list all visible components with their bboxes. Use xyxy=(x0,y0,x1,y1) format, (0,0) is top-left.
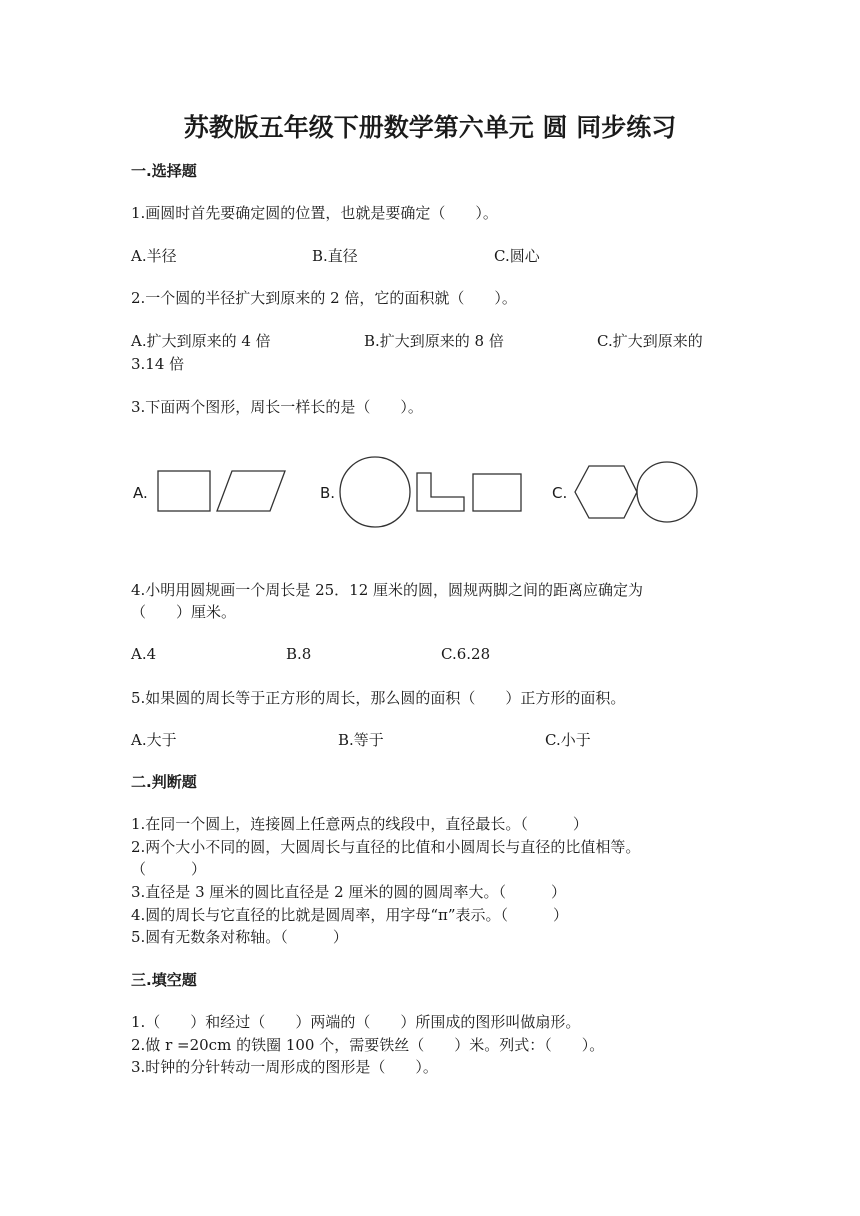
question-2-option-c: C.扩大到原来的 xyxy=(597,332,703,350)
fill-question-3: 3.时钟的分针转动一周形成的图形是（ ）。 xyxy=(131,1058,438,1076)
figure-label-b: B. xyxy=(320,484,336,502)
question-5-option-b: B.等于 xyxy=(338,731,384,749)
question-2-option-c-cont: 3.14 倍 xyxy=(131,355,185,373)
judge-question-1: 1.在同一个圆上，连接圆上任意两点的线段中，直径最长。（ ） xyxy=(131,815,588,833)
question-1-text: 1.画圆时首先要确定圆的位置，也就是要确定（ ）。 xyxy=(131,204,498,222)
question-4-text-cont: （ ）厘米。 xyxy=(131,603,237,621)
figure-b-l-shape xyxy=(417,473,464,511)
figure-a-square xyxy=(158,471,210,511)
question-1-option-a: A.半径 xyxy=(131,247,177,265)
section-heading-fill: 三.填空题 xyxy=(131,971,197,989)
fill-question-1: 1.（ ）和经过（ ）两端的（ ）所围成的图形叫做扇形。 xyxy=(131,1013,581,1031)
question-4-option-b: B.8 xyxy=(286,645,312,663)
question-3-text: 3.下面两个图形，周长一样长的是（ ）。 xyxy=(131,398,423,416)
judge-question-4: 4.圆的周长与它直径的比就是圆周率，用字母“π”表示。（ ） xyxy=(131,906,569,924)
figure-a-parallelogram xyxy=(217,471,285,511)
figure-label-c: C. xyxy=(552,484,568,502)
question-2-option-b: B.扩大到原来的 8 倍 xyxy=(364,332,504,350)
section-heading-choice: 一.选择题 xyxy=(131,162,197,180)
judge-question-2-cont: （ ） xyxy=(131,860,207,878)
question-4-text: 4.小明用圆规画一个周长是 25．12 厘米的圆，圆规两脚之间的距离应确定为 xyxy=(131,581,644,599)
fill-question-2: 2.做 r =20cm 的铁圈 100 个，需要铁丝（ ）米。列式：（ ）。 xyxy=(131,1036,605,1054)
question-2-text: 2.一个圆的半径扩大到原来的 2 倍，它的面积就（ ）。 xyxy=(131,289,517,307)
figure-label-a: A. xyxy=(133,484,148,502)
question-4-option-a: A.4 xyxy=(131,645,157,663)
question-5-option-c: C.小于 xyxy=(545,731,591,749)
judge-question-3: 3.直径是 3 厘米的圆比直径是 2 厘米的圆的圆周率大。（ ） xyxy=(131,883,566,901)
figure-c-circle xyxy=(637,462,697,522)
question-4-option-c: C.6.28 xyxy=(441,645,491,663)
judge-question-5: 5.圆有无数条对称轴。（ ） xyxy=(131,928,348,946)
question-5-option-a: A.大于 xyxy=(131,731,177,749)
figure-b-circle xyxy=(340,457,410,527)
question-1-option-b: B.直径 xyxy=(312,247,358,265)
question-2-option-a: A.扩大到原来的 4 倍 xyxy=(131,332,271,350)
judge-question-2: 2.两个大小不同的圆，大圆周长与直径的比值和小圆周长与直径的比值相等。 xyxy=(131,838,641,856)
question-1-option-c: C.圆心 xyxy=(494,247,540,265)
page-title: 苏教版五年级下册数学第六单元 圆 同步练习 xyxy=(183,113,677,142)
figure-b-rectangle xyxy=(473,474,521,511)
figure-c-hexagon xyxy=(575,466,637,518)
question-5-text: 5.如果圆的周长等于正方形的周长，那么圆的面积（ ）正方形的面积。 xyxy=(131,689,626,707)
section-heading-judge: 二.判断题 xyxy=(131,773,197,791)
